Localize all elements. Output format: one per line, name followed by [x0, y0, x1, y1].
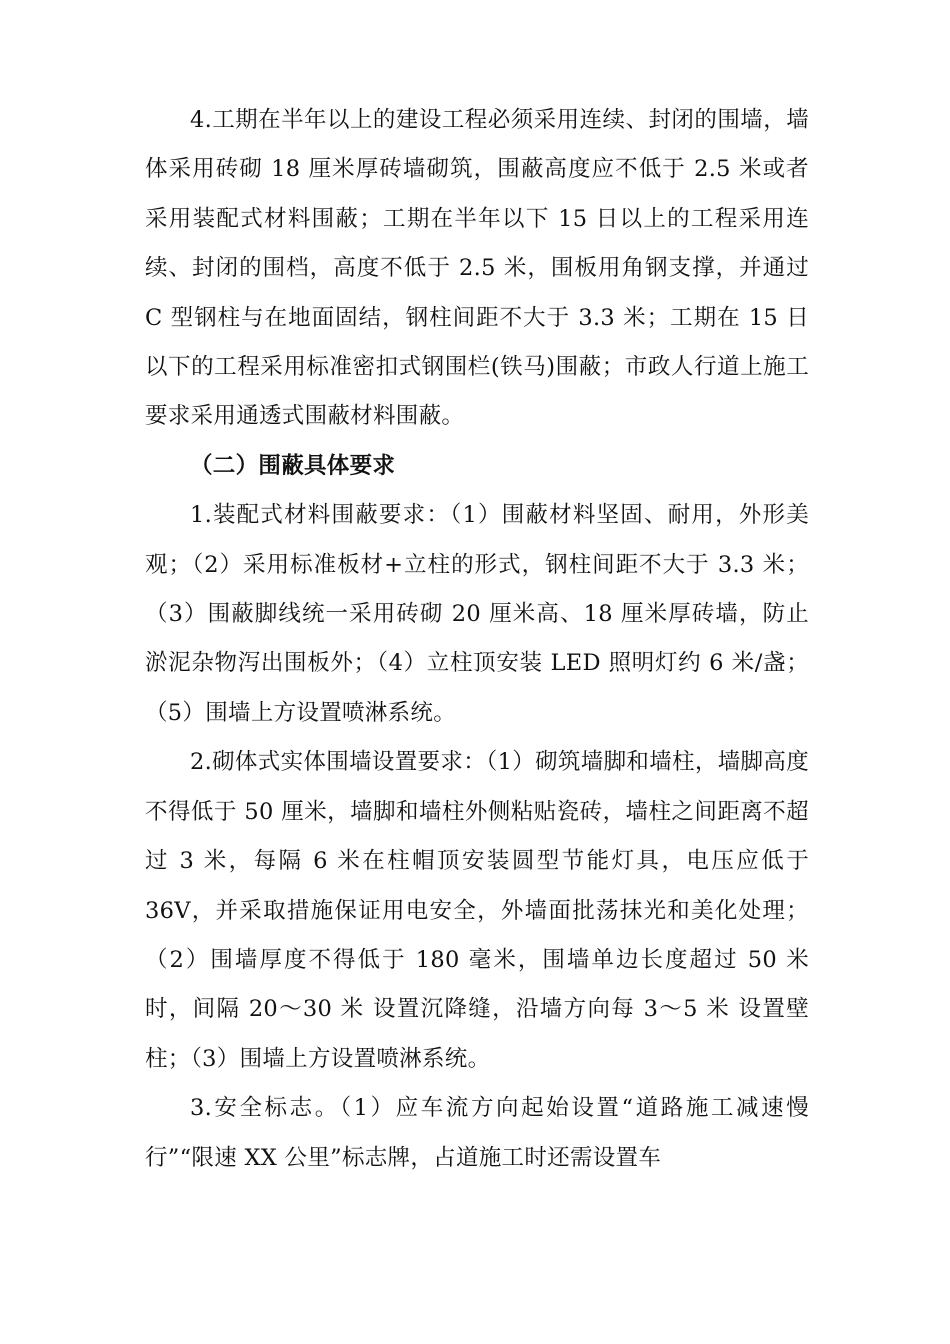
section-heading-enclosure-requirements: （二）围蔽具体要求	[190, 452, 396, 479]
paragraph-masonry-wall: 2.砌体式实体围墙设置要求：（1）砌筑墙脚和墙柱，墙脚高度不得低于 50 厘米，墙脚和墙柱外侧粘贴瓷砖，墙柱之间距离不超过 3 米，每隔 6 米在柱帽顶安装圆型节能灯具，电压应低于 36V，并采取措施保证用电安全，外墙面批荡抹光和美化处理；（2）围墙厚度不得低于 180 毫米，围墙单边长度超过 50 米 时，间隔 20～30 米 设置沉降缝，沿墙方向每 3～5 米 设置壁柱；（3）围墙上方设置喷淋系统。	[145, 749, 809, 1072]
paragraph-assembled-enclosure: 1.装配式材料围蔽要求：（1）围蔽材料坚固、耐用，外形美观；（2）采用标准板材+立柱的形式，钢柱间距不大于 3.3 米；（3）围蔽脚线统一采用砖砌 20 厘米高、18 厘米厚砖墙，防止淤泥杂物泻出围板外；（4）立柱顶安装 LED 照明灯约 6 米/盏；（5）围墙上方设置喷淋系统。	[145, 502, 809, 726]
document-body	[145, 96, 809, 1183]
paragraph-safety-signs: 3.安全标志。（1）应车流方向起始设置“道路施工减速慢行”“限速 XX 公里”标志牌，占道施工时还需设置车	[145, 1095, 809, 1171]
paragraph-construction-period-enclosure: 4.工期在半年以上的建设工程必须采用连续、封闭的围墙，墙体采用砖砌 18 厘米厚砖墙砌筑，围蔽高度应不低于 2.5 米或者采用装配式材料围蔽；工期在半年以下 15 日以上的工程采用连续、封闭的围档，高度不低于 2.5 米，围板用角钢支撑，并通过 C 型钢柱与在地面固结，钢柱间距不大于 3.3 米；工期在 15 日以下的工程采用标准密扣式钢围栏(铁马)围蔽；市政人行道上施工要求采用通透式围蔽材料围蔽。	[145, 107, 809, 430]
